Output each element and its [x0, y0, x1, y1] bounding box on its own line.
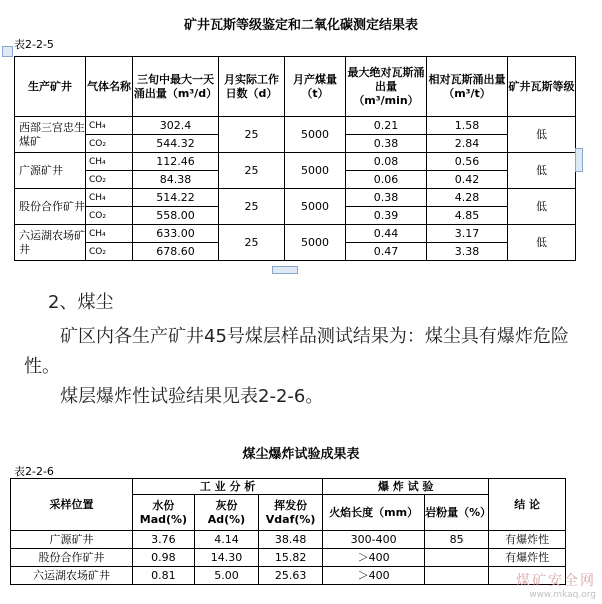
- rel-gas-value: 4.28: [427, 189, 508, 207]
- watermark-logo: [516, 570, 596, 600]
- watermark-url: www.mkaq.org: [529, 590, 596, 600]
- cell-vdaf: 15.82: [259, 549, 323, 567]
- abs-gas-value: 0.06: [346, 171, 427, 189]
- header-level: 矿井瓦斯等级: [508, 57, 576, 117]
- cell-conclusion: 有爆炸性: [489, 549, 566, 567]
- gas-level: 低: [508, 153, 576, 189]
- header-rel: 相对瓦斯涌出量（m³/t）: [427, 57, 508, 117]
- header-flame: 火焰长度（mm）: [323, 495, 425, 531]
- max-daily-value: 84.38: [133, 171, 219, 189]
- max-daily-value: 514.22: [133, 189, 219, 207]
- cell-rock: 85: [425, 531, 489, 549]
- header-industrial: 工 业 分 析: [132, 479, 322, 495]
- header-abs: 最大绝对瓦斯涌出量（m³/min）: [346, 57, 427, 117]
- gas-results-table: [14, 56, 576, 261]
- paragraph-2: 煤层爆炸性试验结果见表2-2-6。: [60, 386, 324, 407]
- header-mine: 生产矿井: [15, 57, 86, 117]
- gas-name: CH₄: [86, 189, 133, 207]
- gas-name: CH₄: [86, 117, 133, 135]
- abs-gas-value: 0.38: [346, 135, 427, 153]
- gas-level: 低: [508, 117, 576, 153]
- cell-flame: ＞400: [323, 549, 425, 567]
- cell-rock: [425, 567, 489, 585]
- table1-label: 表2-2-5: [14, 38, 54, 51]
- table2-title: 煤尘爆炸试验成果表: [242, 447, 360, 462]
- cell-mad: 0.98: [132, 549, 194, 567]
- gas-name: CH₄: [86, 153, 133, 171]
- cell-mad: 0.81: [132, 567, 194, 585]
- max-daily-value: 558.00: [133, 207, 219, 225]
- abs-gas-value: 0.08: [346, 153, 427, 171]
- cell-site: 六运湖农场矿井: [11, 567, 133, 585]
- monthly-output: 5000: [285, 189, 346, 225]
- header-mad: 水份 Mad(%): [132, 495, 194, 531]
- table1-title: 矿井瓦斯等级鉴定和二氧化碳测定结果表: [183, 18, 418, 33]
- cell-ad: 14.30: [194, 549, 258, 567]
- rel-gas-value: 2.84: [427, 135, 508, 153]
- header-ad: 灰份 Ad(%): [194, 495, 258, 531]
- table-resize-handle-right[interactable]: [575, 148, 583, 172]
- cell-mad: 3.76: [132, 531, 194, 549]
- max-daily-value: 633.00: [133, 225, 219, 243]
- gas-name: CO₂: [86, 207, 133, 225]
- gas-level: 低: [508, 189, 576, 225]
- table-row: [15, 225, 576, 243]
- cell-vdaf: 38.48: [259, 531, 323, 549]
- table-resize-handle-bottom[interactable]: [272, 266, 298, 274]
- section-heading: 2、煤尘: [48, 292, 114, 313]
- header-gas: 气体名称: [86, 57, 133, 117]
- cell-flame: 300-400: [323, 531, 425, 549]
- dust-explosion-table: [10, 478, 566, 585]
- header-conclusion: 结 论: [489, 479, 566, 531]
- mine-name: 六运湖农场矿井: [15, 225, 86, 261]
- mine-name: 广源矿井: [15, 153, 86, 189]
- max-daily-value: 302.4: [133, 117, 219, 135]
- rel-gas-value: 4.85: [427, 207, 508, 225]
- table2-label: 表2-2-6: [14, 465, 54, 478]
- work-days: 25: [219, 153, 285, 189]
- abs-gas-value: 0.39: [346, 207, 427, 225]
- cell-rock: [425, 549, 489, 567]
- mine-name: 西部三宫忠生煤矿: [15, 117, 86, 153]
- header-output: 月产煤量（t）: [285, 57, 346, 117]
- gas-name: CO₂: [86, 171, 133, 189]
- table-move-handle[interactable]: [2, 46, 13, 57]
- cell-ad: 4.14: [194, 531, 258, 549]
- rel-gas-value: 0.42: [427, 171, 508, 189]
- monthly-output: 5000: [285, 117, 346, 153]
- table-row: [11, 549, 566, 567]
- work-days: 25: [219, 225, 285, 261]
- table-row: [11, 531, 566, 549]
- max-daily-value: 544.32: [133, 135, 219, 153]
- table-row: [11, 567, 566, 585]
- gas-name: CO₂: [86, 135, 133, 153]
- abs-gas-value: 0.21: [346, 117, 427, 135]
- abs-gas-value: 0.38: [346, 189, 427, 207]
- cell-ad: 5.00: [194, 567, 258, 585]
- gas-name: CO₂: [86, 243, 133, 261]
- rel-gas-value: 0.56: [427, 153, 508, 171]
- paragraph-1: 矿区内各生产矿井45号煤层样品测试结果为：煤尘具有爆炸危险性。: [24, 326, 569, 377]
- table-row: [15, 189, 576, 207]
- abs-gas-value: 0.44: [346, 225, 427, 243]
- rel-gas-value: 3.17: [427, 225, 508, 243]
- monthly-output: 5000: [285, 225, 346, 261]
- watermark-text: 煤矿安全网: [516, 573, 596, 589]
- table-row: [15, 153, 576, 171]
- header-rock: 岩粉量（%）: [425, 495, 489, 531]
- header-site: 采样位置: [11, 479, 133, 531]
- max-daily-value: 112.46: [133, 153, 219, 171]
- work-days: 25: [219, 189, 285, 225]
- header-explosion: 爆 炸 试 验: [323, 479, 489, 495]
- header-vdaf: 挥发份 Vdaf(%): [259, 495, 323, 531]
- header-max: 三旬中最大一天涌出量（m³/d）: [133, 57, 219, 117]
- cell-vdaf: 25.63: [259, 567, 323, 585]
- max-daily-value: 678.60: [133, 243, 219, 261]
- gas-level: 低: [508, 225, 576, 261]
- monthly-output: 5000: [285, 153, 346, 189]
- gas-name: CH₄: [86, 225, 133, 243]
- header-days: 月实际工作日数（d）: [219, 57, 285, 117]
- abs-gas-value: 0.47: [346, 243, 427, 261]
- work-days: 25: [219, 117, 285, 153]
- rel-gas-value: 1.58: [427, 117, 508, 135]
- cell-site: 广源矿井: [11, 531, 133, 549]
- cell-conclusion: 有爆炸性: [489, 531, 566, 549]
- rel-gas-value: 3.38: [427, 243, 508, 261]
- table-row: [15, 117, 576, 135]
- cell-site: 股份合作矿井: [11, 549, 133, 567]
- cell-flame: ＞400: [323, 567, 425, 585]
- mine-name: 股份合作矿井: [15, 189, 86, 225]
